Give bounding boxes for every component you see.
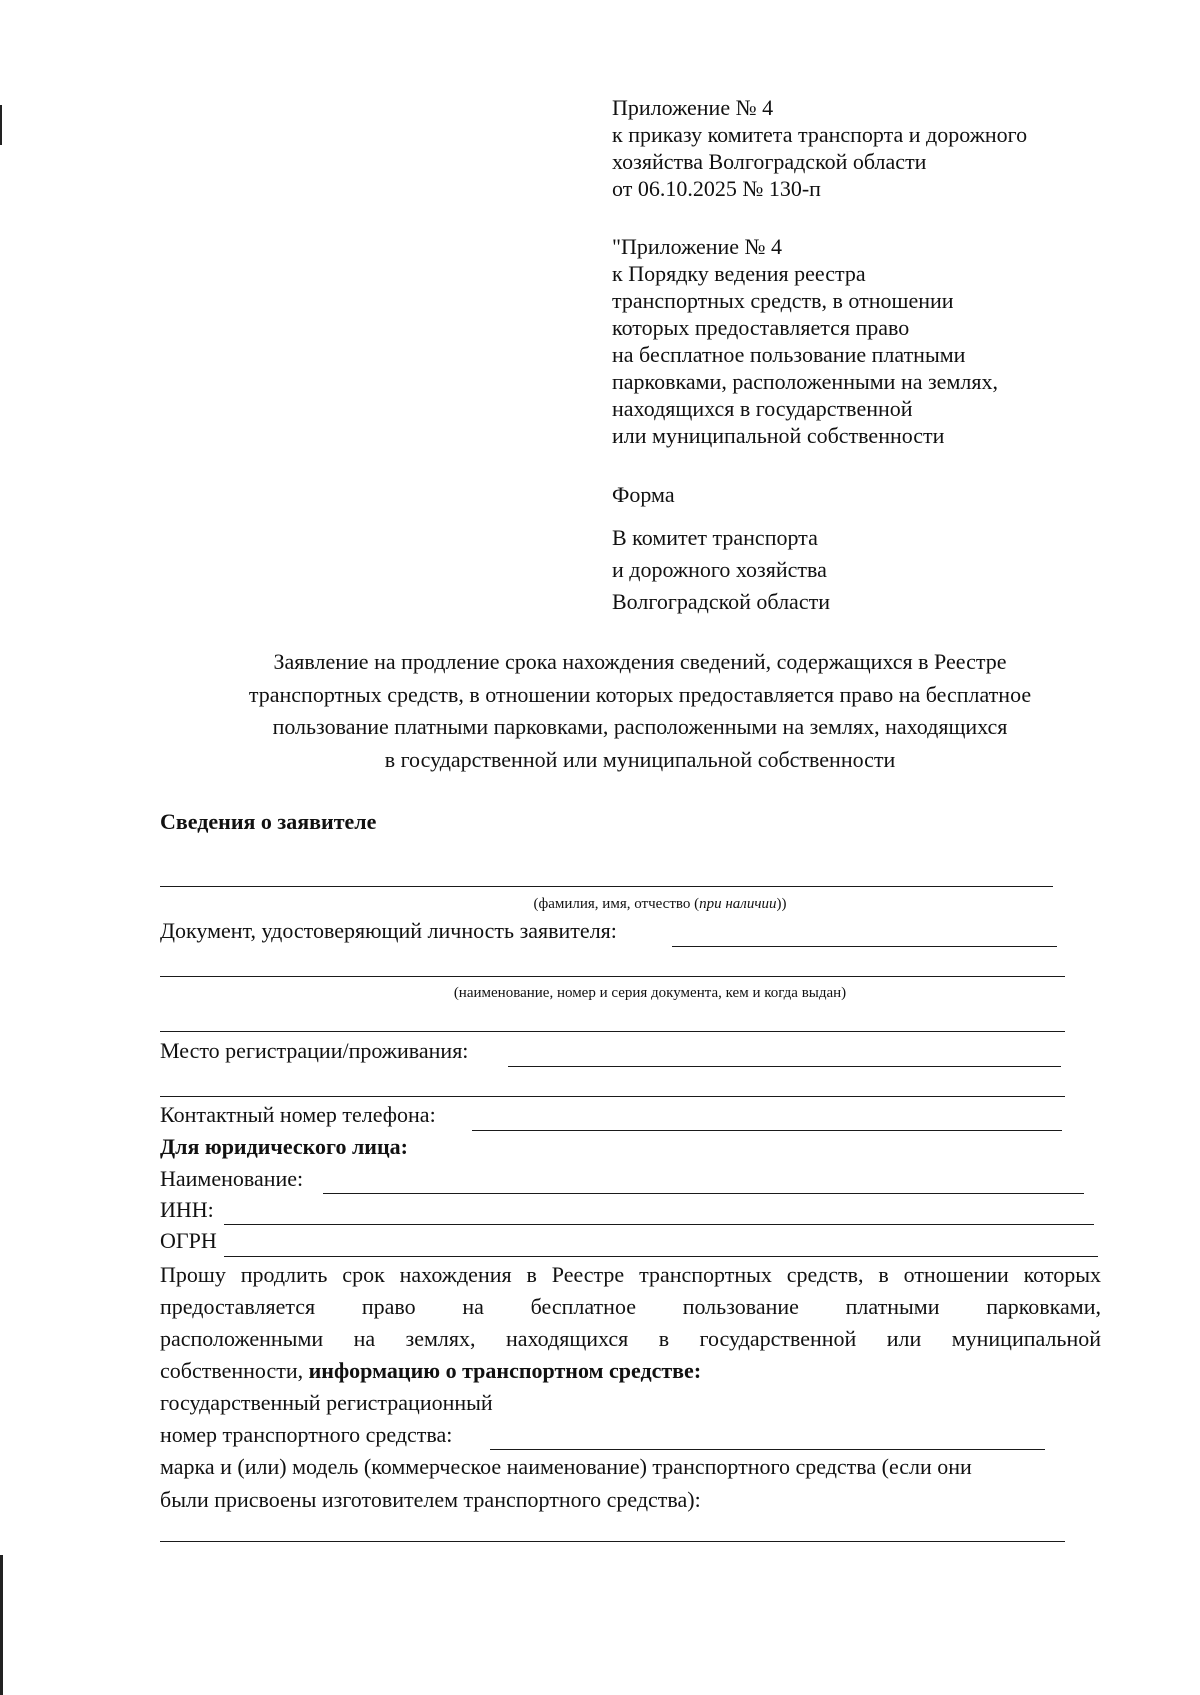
appendix-inner	[612, 233, 1132, 449]
vehicle-make-line-2: были присвоены изготовителем транспортного средства):	[160, 1487, 701, 1512]
vehicle-reg-field-line[interactable]	[490, 1449, 1045, 1450]
fio-field-line[interactable]	[160, 886, 1053, 887]
request-line-3: расположенными на землях, находящихся в государственной или муниципальной	[160, 1326, 1102, 1351]
form-label: Форма	[612, 482, 675, 507]
addressee-line: и дорожного хозяйства	[612, 557, 827, 582]
legal-entity-heading: Для юридического лица:	[160, 1134, 408, 1159]
title-line: Заявление на продление срока нахождения сведений, содержащихся в Реестре	[273, 649, 1007, 674]
appendix-line-3: хозяйства Волгоградской области	[612, 149, 927, 174]
appendix-line-2: к приказу комитета транспорта и дорожного	[612, 122, 1028, 147]
id-doc-caption: (наименование, номер и серия документа, кем и когда выдан)	[453, 985, 847, 1001]
appendix-inner-line: на бесплатное пользование платными	[612, 342, 966, 367]
address-field-line-2[interactable]	[160, 1096, 1065, 1097]
scan-edge-mark-bottom	[0, 1555, 3, 1695]
vehicle-reg-label-2: номер транспортного средства:	[160, 1422, 453, 1447]
phone-field-line[interactable]	[472, 1130, 1062, 1131]
request-line-2: предоставляется право на бесплатное пользование платными парковками,	[160, 1294, 1101, 1319]
appendix-inner-line: парковками, расположенными на землях,	[612, 369, 998, 394]
inn-field-line[interactable]	[224, 1224, 1094, 1225]
appendix-header	[612, 94, 1132, 202]
request-line-4: собственности, информацию о транспортном средстве:	[160, 1358, 702, 1383]
ogrn-label: ОГРН	[160, 1228, 217, 1253]
appendix-line-4: от 06.10.2025 № 130-п	[612, 176, 821, 201]
id-doc-field-line-1[interactable]	[672, 946, 1057, 947]
address-field-line-1[interactable]	[508, 1066, 1061, 1067]
title-line: транспортных средств, в отношении которых предоставляется право на бесплатное	[248, 681, 1032, 707]
legal-name-label: Наименование:	[160, 1166, 304, 1191]
fio-caption: (фамилия, имя, отчество (при наличии))	[533, 896, 787, 912]
request-line-1: Прошу продлить срок нахождения в Реестре транспортных средств, в отношении которых	[160, 1262, 1101, 1287]
addressee	[612, 522, 1132, 618]
appendix-inner-line: или муниципальной собственности	[612, 423, 945, 448]
appendix-inner-line: находящихся в государственной	[612, 396, 913, 421]
scan-edge-mark-top	[0, 105, 2, 145]
legal-name-field-line[interactable]	[323, 1193, 1084, 1194]
vehicle-make-field-line[interactable]	[160, 1541, 1065, 1542]
appendix-inner-line: которых предоставляется право	[612, 315, 910, 340]
title-line: в государственной или муниципальной собственности	[384, 746, 896, 772]
appendix-line-1: Приложение № 4	[612, 95, 774, 120]
id-doc-field-line-2[interactable]	[160, 976, 1065, 977]
appendix-inner-line: к Порядку ведения реестра	[612, 261, 866, 286]
phone-label: Контактный номер телефона:	[160, 1102, 436, 1127]
id-doc-field-line-3[interactable]	[160, 1031, 1065, 1032]
addressee-line: Волгоградской области	[612, 589, 830, 614]
addressee-line: В комитет транспорта	[612, 525, 818, 550]
id-doc-label: Документ, удостоверяющий личность заявителя:	[160, 918, 617, 943]
title-line: пользование платными парковками, расположенными на землях, находящихся	[272, 714, 1008, 739]
appendix-inner-line: транспортных средств, в отношении	[612, 288, 954, 313]
vehicle-reg-label-1: государственный регистрационный	[160, 1390, 493, 1415]
inn-label: ИНН:	[160, 1197, 214, 1222]
vehicle-make-line-1: марка и (или) модель (коммерческое наименование) транспортного средства (если они	[160, 1454, 972, 1479]
document-title	[150, 646, 1130, 776]
applicant-heading: Сведения о заявителе	[160, 809, 377, 834]
address-label: Место регистрации/проживания:	[160, 1038, 469, 1063]
ogrn-field-line[interactable]	[224, 1256, 1098, 1257]
appendix-inner-line: "Приложение № 4	[612, 234, 783, 259]
